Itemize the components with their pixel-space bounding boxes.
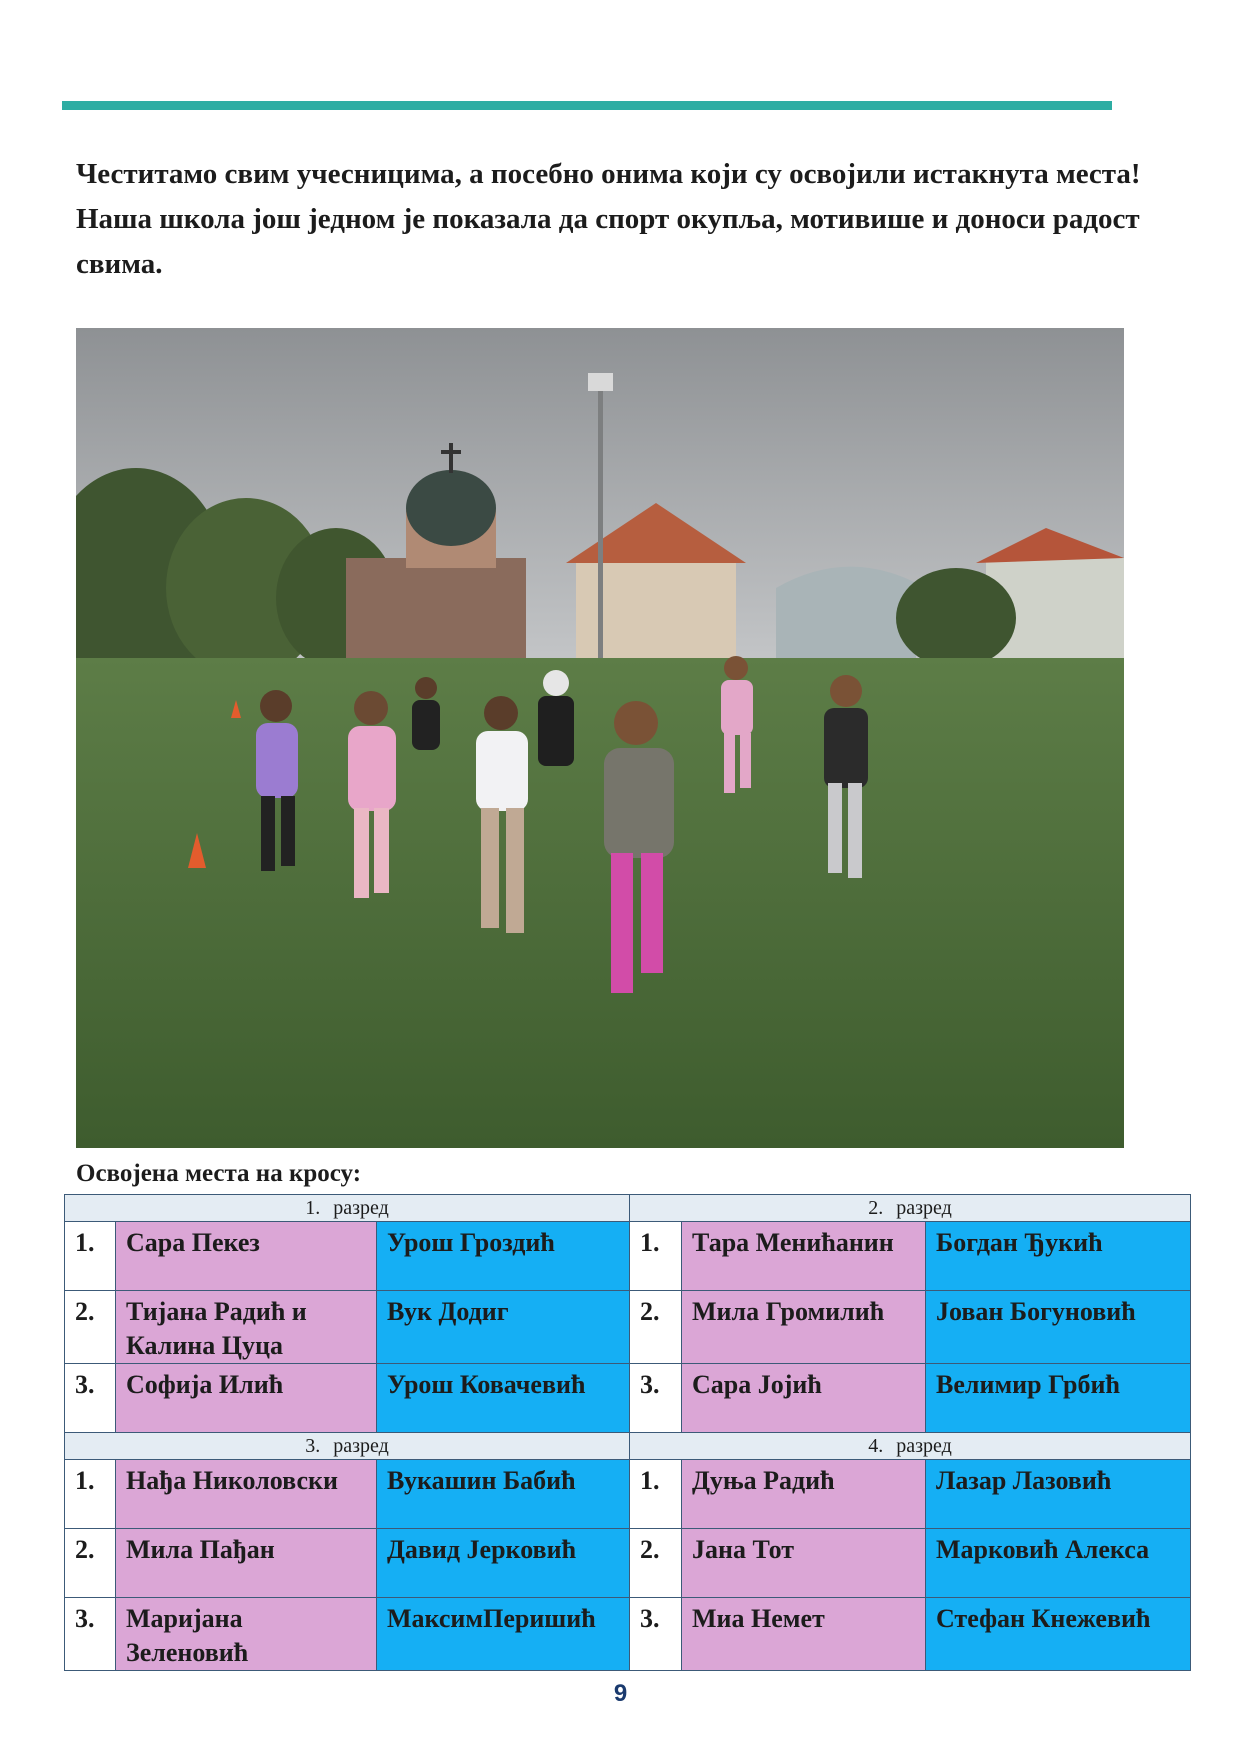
girl-winner-cell: Сара Јојић	[682, 1364, 926, 1433]
girl-winner-cell: Софија Илић	[116, 1364, 377, 1433]
boy-winner-cell: Богдан Ђукић	[926, 1222, 1191, 1291]
grade-header-row	[65, 1433, 1191, 1460]
girl-winner-cell: Јана Тот	[682, 1529, 926, 1598]
boy-winner-cell: Лазар Лазовић	[926, 1460, 1191, 1529]
boy-winner-cell: Урош Гроздић	[377, 1222, 630, 1291]
boy-winner-cell: Вук Додиг	[377, 1291, 630, 1364]
grade-header: 1. разред	[65, 1195, 630, 1222]
table-row	[65, 1364, 1191, 1433]
table-row	[65, 1222, 1191, 1291]
grade-header-row	[65, 1195, 1191, 1222]
boy-winner-cell: Стефан Кнежевић	[926, 1598, 1191, 1671]
girl-winner-cell: Тијана Радић и Калина Цуца	[116, 1291, 377, 1364]
intro-paragraph: Честитамо свим учесницима, а посебно онима који су освојили истакнута места! Наша школа још једном је показала да спорт окупља, мотивише и доноси радост свима.	[76, 158, 1141, 280]
girl-winner-cell: Нађа Николовски	[116, 1460, 377, 1529]
results-title: Освојена места на кросу:	[76, 1160, 362, 1187]
results-table	[64, 1194, 1191, 1671]
boy-winner-cell: Урош Ковачевић	[377, 1364, 630, 1433]
girl-winner-cell: Миа Немет	[682, 1598, 926, 1671]
place-cell: 3.	[65, 1364, 116, 1433]
header-rule	[62, 101, 1112, 110]
girl-winner-cell: Мила Громилић	[682, 1291, 926, 1364]
place-cell: 3.	[65, 1598, 116, 1671]
place-cell: 3.	[630, 1364, 682, 1433]
boy-winner-cell: Давид Јерковић	[377, 1529, 630, 1598]
place-cell: 2.	[65, 1529, 116, 1598]
table-row	[65, 1598, 1191, 1671]
place-cell: 1.	[65, 1222, 116, 1291]
grade-header: 4. разред	[630, 1433, 1191, 1460]
table-row	[65, 1529, 1191, 1598]
boy-winner-cell: Велимир Грбић	[926, 1364, 1191, 1433]
grade-header: 2. разред	[630, 1195, 1191, 1222]
boy-winner-cell: Вукашин Бабић	[377, 1460, 630, 1529]
boy-winner-cell: МаксимПеришић	[377, 1598, 630, 1671]
boy-winner-cell: Јован Богуновић	[926, 1291, 1191, 1364]
place-cell: 1.	[630, 1460, 682, 1529]
table-row	[65, 1291, 1191, 1364]
place-cell: 1.	[65, 1460, 116, 1529]
place-cell: 2.	[65, 1291, 116, 1364]
grade-header: 3. разред	[65, 1433, 630, 1460]
girl-winner-cell: Маријана Зеленовић	[116, 1598, 377, 1671]
girl-winner-cell: Дуња Радић	[682, 1460, 926, 1529]
table-row	[65, 1460, 1191, 1529]
girl-winner-cell: Тара Менићанин	[682, 1222, 926, 1291]
girl-winner-cell: Мила Пађан	[116, 1529, 377, 1598]
page-number: 9	[613, 1680, 628, 1707]
boy-winner-cell: Марковић Алекса	[926, 1529, 1191, 1598]
girl-winner-cell: Сара Пекез	[116, 1222, 377, 1291]
girls-running-cross-country-photo-icon	[76, 328, 1124, 1148]
place-cell: 2.	[630, 1529, 682, 1598]
place-cell: 3.	[630, 1598, 682, 1671]
place-cell: 1.	[630, 1222, 682, 1291]
race-photo	[76, 328, 1124, 1148]
place-cell: 2.	[630, 1291, 682, 1364]
